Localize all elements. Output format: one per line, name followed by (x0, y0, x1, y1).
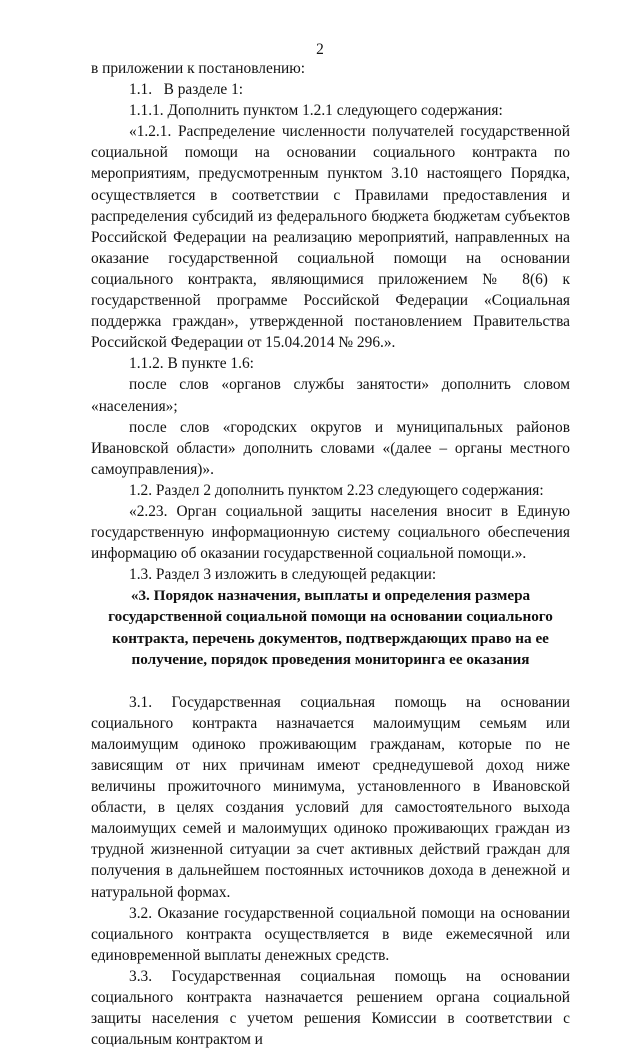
paragraph: 1.2. Раздел 2 дополнить пунктом 2.23 следующего содержания: (129, 481, 544, 499)
paragraph: 3.3. Государственная социальная помощь на основании социального контракта назначается решением органа социальной защиты населения с учетом решения Комиссии в соответствии с социальным контрактом и (91, 967, 570, 1049)
paragraph: 1.1.1. Дополнить пунктом 1.2.1 следующего содержания: (129, 102, 503, 120)
paragraph: 1.1. В разделе 1: (129, 81, 244, 99)
paragraph: после слов «городских округов и муниципальных районов Ивановской области» дополнить словами «(далее – органы местного самоуправления)». (91, 418, 570, 478)
paragraph: 1.3. Раздел 3 изложить в следующей редакции: (129, 566, 437, 584)
page-number: 2 (316, 41, 324, 58)
paragraph: «2.23. Орган социальной защиты населения вносит в Единую государственную информационную систему социального обеспечения информацию об оказании государственной социальной помощи.». (91, 502, 570, 563)
paragraph: 3.1. Государственная социальная помощь на основании социального контракта назначается малоимущим семьям или малоимущим одиноко проживающим гражданам, которые по не зависящим от них причинам имеют среднедушевой доход ниже величины прожиточного минимума, установленного в Ивановской области, в целях создания условий для самостоятельного выхода малоимущих семей и малоимущих одиноко проживающих граждан из трудной жизненной ситуации за счет активных действий граждан для получения в дальнейшем постоянных источников дохода в денежной и натуральной формах. (91, 693, 570, 901)
paragraph: 3.2. Оказание государственной социальной помощи на основании социального контракта осуществляется в виде ежемесячной или единовременной выплаты денежных средств. (91, 904, 570, 964)
paragraph: в приложении к постановлению: (91, 60, 306, 77)
paragraph: «1.2.1. Распределение численности получателей государственной социальной помощи на основании социального контракта по мероприятиям, предусмотренным пунктом 3.10 настоящего Порядка, осуществляется в соответствии с Правилами предоставления и распределения субсидий из федерального бюджета бюджетам субъектов Российской Федерации на реализацию мероприятий, направленных на оказание государственной социальной помощи на основании социального контракта, являющимися приложением № 8(6) к государственной программе Российской Федерации «Социальная поддержка граждан», утвержденной постановлением Правительства Российской Федерации от 15.04.2014 № 296.». (91, 123, 570, 352)
spacer (91, 670, 570, 692)
paragraph: 1.1.2. В пункте 1.6: (129, 355, 254, 373)
section-heading: «3. Порядок назначения, выплаты и определения размера государственной социальной помощи на основании социального контракта, перечень документов, подтверждающих право на ее получение, порядок проведения мониторинга ее оказания (108, 587, 553, 668)
document-body (91, 58, 570, 1050)
paragraph: после слов «органов службы занятости» дополнить словом «населения»; (91, 376, 570, 415)
